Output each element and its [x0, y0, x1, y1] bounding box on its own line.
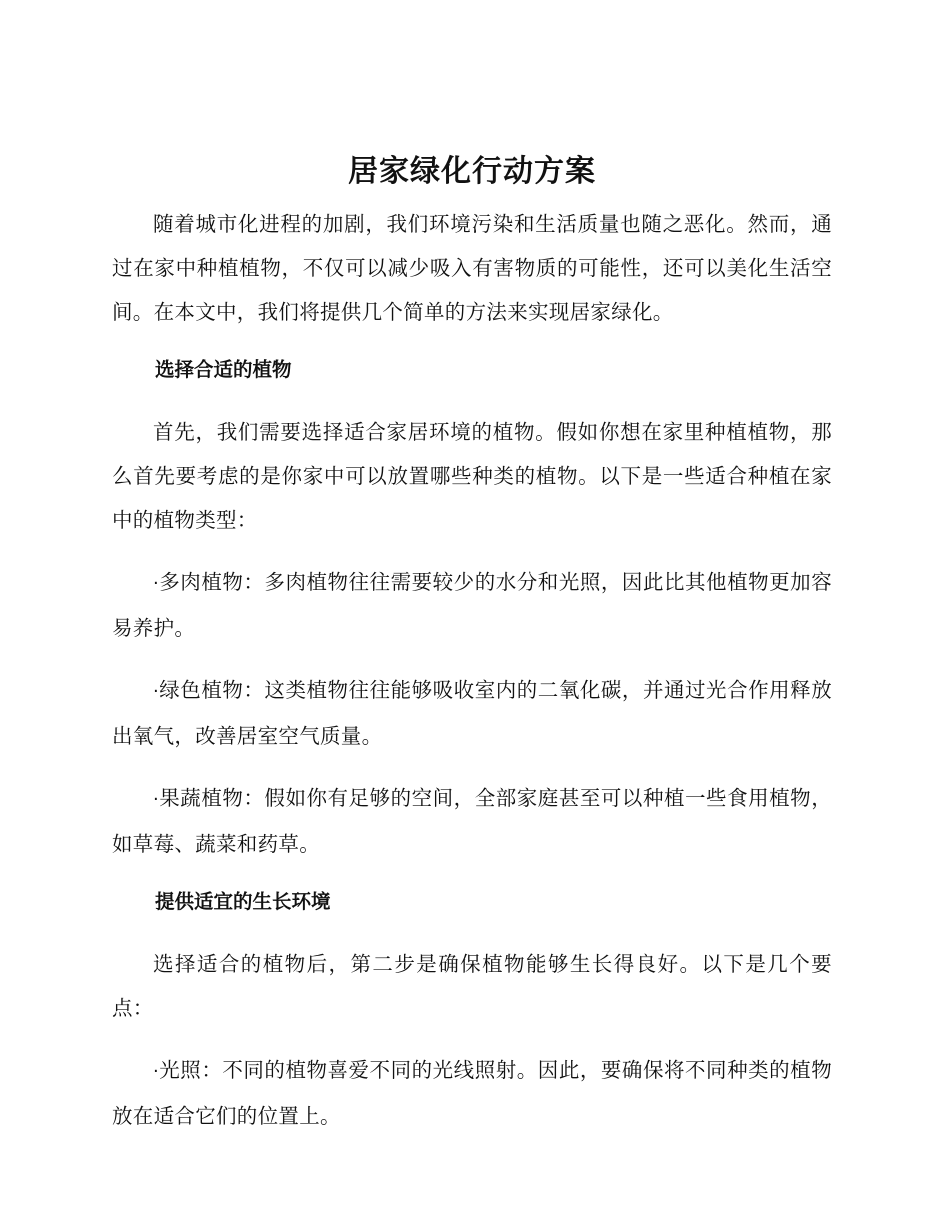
intro-paragraph: 随着城市化进程的加剧，我们环境污染和生活质量也随之恶化。然而，通过在家中种植植物，不仅可以减少吸入有害物质的可能性，还可以美化生活空间。在本文中，我们将提供几个简单的方法来实现居家绿化。 [112, 212, 832, 324]
document-title: 居家绿化行动方案 [348, 154, 596, 189]
bullet-text: 多肉植物：多肉植物往往需要较少的水分和光照，因此比其他植物更加容易养护。 [112, 570, 832, 640]
bullet-dot: · [153, 573, 160, 594]
bullet-item-succulents [112, 560, 832, 650]
bullet-dot: · [153, 789, 160, 810]
document-page [112, 150, 832, 1138]
bullet-item-fruit-vegetables [112, 776, 832, 866]
bullet-dot: · [153, 681, 160, 702]
bullet-text: 光照：不同的植物喜爱不同的光线照射。因此，要确保将不同种类的植物放在适合它们的位置上。 [112, 1058, 832, 1128]
bullet-text: 绿色植物：这类植物往往能够吸收室内的二氧化碳，并通过光合作用释放出氧气，改善居室空气质量。 [112, 678, 832, 748]
bullet-item-light [112, 1048, 832, 1138]
bullet-text: 果蔬植物：假如你有足够的空间，全部家庭甚至可以种植一些食用植物，如草莓、蔬菜和药草。 [112, 786, 832, 856]
section-heading-choose-plants: 选择合适的植物 [155, 358, 292, 381]
bullet-item-green-plants [112, 668, 832, 758]
section-lead-paragraph: 首先，我们需要选择适合家居环境的植物。假如你想在家里种植植物，那么首先要考虑的是你家中可以放置哪些种类的植物。以下是一些适合种植在家中的植物类型： [112, 420, 832, 532]
section-heading-growth-environment: 提供适宜的生长环境 [155, 890, 331, 913]
bullet-dot: · [153, 1061, 160, 1082]
section-lead-paragraph: 选择适合的植物后，第二步是确保植物能够生长得良好。以下是几个要点： [112, 952, 832, 1020]
